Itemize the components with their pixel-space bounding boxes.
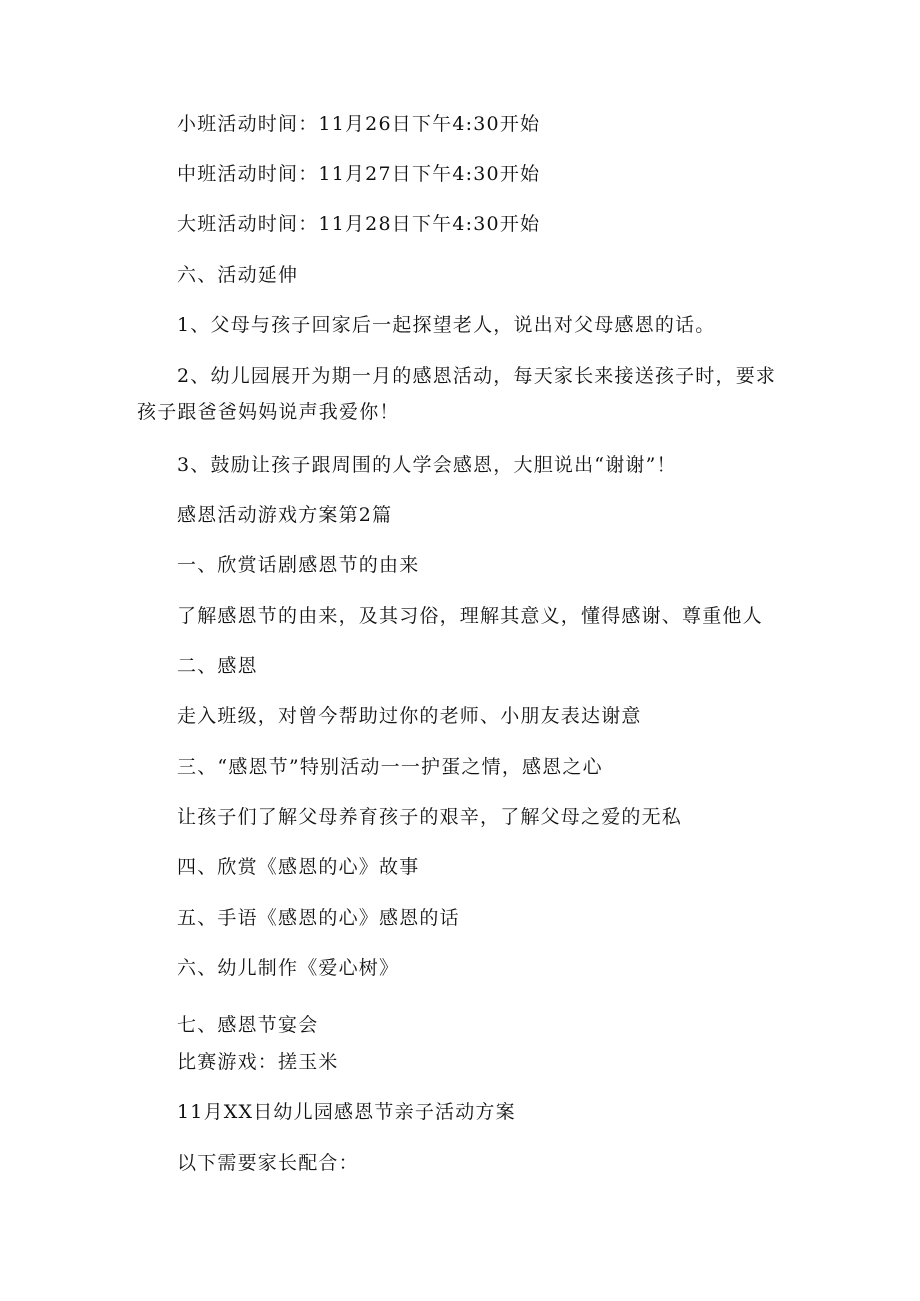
schedule-small-class: 小班活动时间：11月26日下午4:30开始 [177,113,541,135]
section-7-body: 比赛游戏：搓玉米 [177,1051,339,1073]
section-heading-5: 五、手语《感恩的心》感恩的话 [177,907,460,929]
schedule-middle-class: 中班活动时间：11月27日下午4:30开始 [177,163,541,185]
plan-title: 11月XX日幼儿园感恩节亲子活动方案 [177,1101,516,1123]
section-heading-6: 六、幼儿制作《爱心树》 [177,957,400,979]
section-3-body: 让孩子们了解父母养育孩子的艰辛，了解父母之爱的无私 [177,806,683,828]
section-heading-2: 二、感恩 [177,655,258,677]
section-heading-4: 四、欣赏《感恩的心》故事 [177,856,420,878]
section-heading-3: 三、“感恩节”特别活动一一护蛋之情，感恩之心 [177,756,603,778]
schedule-large-class: 大班活动时间：11月28日下午4:30开始 [177,213,541,235]
article-title: 感恩活动游戏方案第2篇 [177,504,393,526]
extension-item-2: 2、幼儿园展开为期一月的感恩活动，每天家长来接送孩子时，要求 [177,365,777,387]
section-heading-1: 一、欣赏话剧感恩节的由来 [177,554,420,576]
section-2-body: 走入班级，对曾今帮助过你的老师、小朋友表达谢意 [177,705,642,727]
extension-item-2-continued: 孩子跟爸爸妈妈说声我爱你！ [137,401,400,423]
section-1-body: 了解感恩节的由来，及其习俗，理解其意义，懂得感谢、尊重他人 [177,605,763,627]
section-heading-extension: 六、活动延伸 [177,264,299,286]
extension-item-3: 3、鼓励让孩子跟周围的人学会感恩，大胆说出“谢谢”！ [177,454,677,476]
extension-item-1: 1、父母与孩子回家后一起探望老人，说出对父母感恩的话。 [177,314,716,336]
parents-note: 以下需要家长配合： [177,1152,359,1174]
section-heading-7: 七、感恩节宴会 [177,1014,319,1036]
